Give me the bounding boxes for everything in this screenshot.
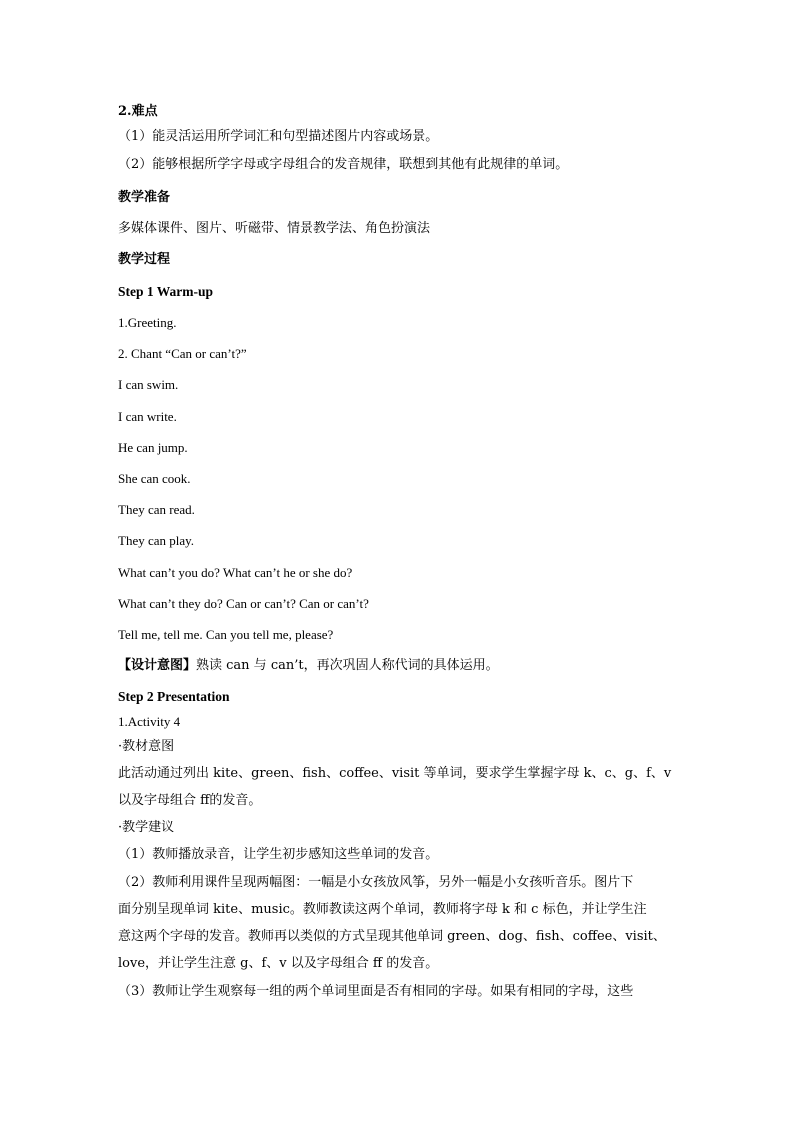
suggest-line-2d: love，并让学生注意 g、f、v 以及字母组合 ff 的发音。 <box>118 956 439 971</box>
chant-line-6: They can play. <box>118 533 195 548</box>
suggest-line-1: （1）教师播放录音，让学生初步感知这些单词的发音。 <box>118 847 439 862</box>
chant-line-1: I can swim. <box>118 377 179 392</box>
suggest-heading: ·教学建议 <box>118 820 175 835</box>
difficulty-item-1: （1）能灵活运用所学词汇和句型描述图片内容或场景。 <box>118 129 439 144</box>
intent-heading: ·教材意图 <box>118 739 175 754</box>
process-heading: 教学过程 <box>118 252 171 267</box>
intent-line-1: 此活动通过列出 kite、green、fish、coffee、visit 等单词，要求学生掌握字母 k、c、g、f、v <box>118 766 672 781</box>
greeting-line: 1.Greeting. <box>118 315 177 330</box>
step2-heading: Step 2 Presentation <box>118 689 230 704</box>
activity-4: 1.Activity 4 <box>118 714 181 729</box>
difficulty-item-2: （2）能够根据所学字母或字母组合的发音规律，联想到其他有此规律的单词。 <box>118 157 569 172</box>
prep-text: 多媒体课件、图片、听磁带、情景教学法、角色扮演法 <box>118 221 431 236</box>
chant-line-8: What can’t they do? Can or can’t? Can or can’t? <box>118 596 369 611</box>
chant-line-5: They can read. <box>118 502 195 517</box>
design-intent-label: 【设计意图】 <box>118 658 197 673</box>
chant-line-7: What can’t you do? What can’t he or she do? <box>118 565 353 580</box>
chant-line-9: Tell me, tell me. Can you tell me, please? <box>118 627 334 642</box>
suggest-line-3: （3）教师让学生观察每一组的两个单词里面是否有相同的字母。如果有相同的字母，这些 <box>118 984 634 999</box>
suggest-line-2b: 面分别呈现单词 kite、music。教师教读这两个单词，教师将字母 k 和 c 标色，并让学生注 <box>118 902 647 917</box>
chant-line-4: She can cook. <box>118 471 191 486</box>
chant-line-2: I can write. <box>118 409 177 424</box>
suggest-line-2c: 意这两个字母的发音。教师再以类似的方式呈现其他单词 green、dog、fish、coffee、visit、 <box>118 929 666 944</box>
chant-title: 2. Chant “Can or can’t?” <box>118 346 247 361</box>
prep-heading: 教学准备 <box>118 190 171 205</box>
difficulty-heading: 2.难点 <box>118 104 158 119</box>
suggest-line-2a: （2）教师利用课件呈现两幅图：一幅是小女孩放风筝，另外一幅是小女孩听音乐。图片下 <box>118 875 634 890</box>
design-intent <box>118 657 678 675</box>
design-intent-text: 熟读 can 与 can’t，再次巩固人称代词的具体运用。 <box>196 658 499 673</box>
step1-heading: Step 1 Warm-up <box>118 284 214 299</box>
chant-line-3: He can jump. <box>118 440 188 455</box>
intent-line-2: 以及字母组合 ff的发音。 <box>118 793 262 808</box>
